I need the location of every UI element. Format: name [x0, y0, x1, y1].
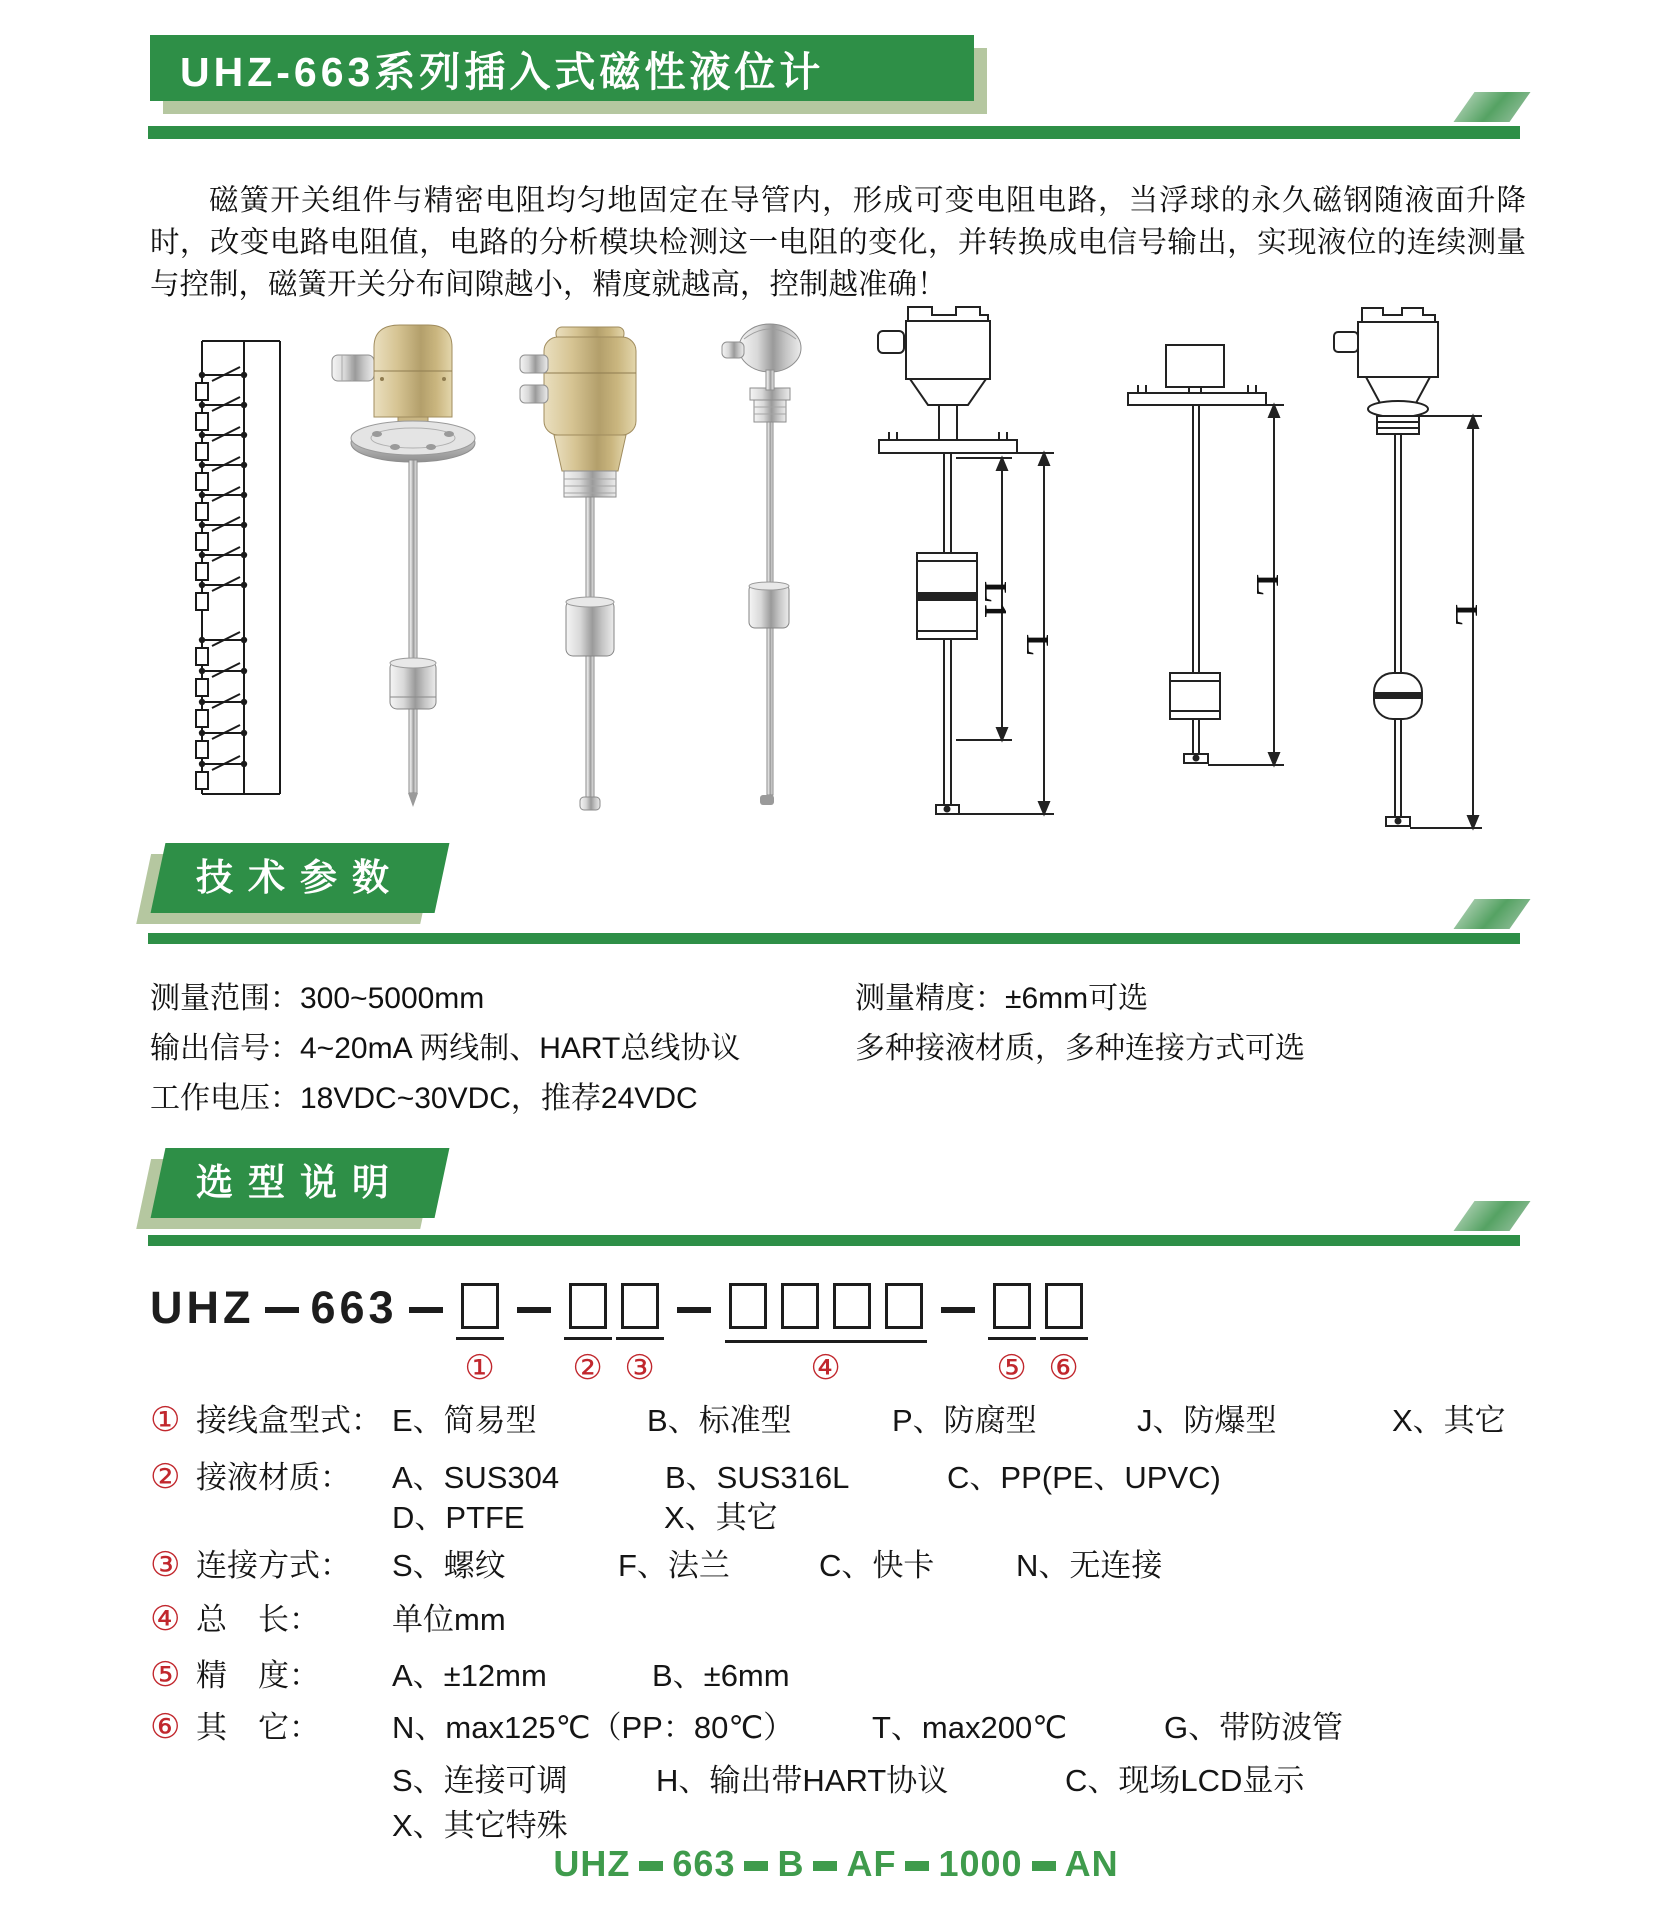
- model-code-builder: [150, 1283, 1090, 1385]
- title-banner: [150, 35, 974, 101]
- section-banner-selection: [151, 1148, 450, 1218]
- figure-photo-thread-type: [520, 327, 636, 810]
- model-example-part: 1000: [938, 1843, 1023, 1884]
- option-line: [150, 1650, 790, 1695]
- option-line: [150, 1800, 568, 1845]
- tech-param: 工作电压：18VDC~30VDC，推荐24VDC: [150, 1082, 698, 1115]
- dash: [639, 1861, 663, 1871]
- section-heading: 选型说明: [196, 1162, 404, 1203]
- tech-params-left-column: [150, 973, 740, 1123]
- option-value: E、简易型: [392, 1403, 537, 1438]
- option-value: 单位mm: [392, 1602, 506, 1637]
- option-number: ②: [150, 1458, 181, 1496]
- option-value: C、PP(PE、UPVC): [947, 1460, 1221, 1495]
- option-number: ⑤: [996, 1349, 1027, 1387]
- option-value: X、其它: [1392, 1403, 1506, 1438]
- option-value: B、SUS316L: [665, 1460, 850, 1495]
- option-line: [150, 1755, 1304, 1800]
- model-series: 663: [310, 1282, 398, 1333]
- option-number: ⑥: [150, 1708, 181, 1746]
- tech-param: 测量范围：300~5000mm: [150, 982, 485, 1015]
- figure-drawing-flange-type: [878, 307, 1056, 814]
- option-value: H、输出带HART协议: [656, 1763, 949, 1798]
- model-example-part: AN: [1064, 1843, 1119, 1884]
- divider-rule: [148, 933, 1520, 944]
- code-box-group-2: [562, 1283, 666, 1385]
- option-label: 精 度：: [196, 1658, 320, 1693]
- tech-params-right-column: [855, 973, 1305, 1073]
- corner-mark-decoration: [1453, 92, 1530, 122]
- figure-photo-thermowell-type: [722, 324, 801, 805]
- tech-param: 多种接液材质，多种连接方式可选: [855, 1032, 1305, 1065]
- model-example-part: UHZ: [553, 1843, 631, 1884]
- dash: [941, 1307, 975, 1313]
- dash: [813, 1861, 837, 1871]
- dash: [265, 1307, 299, 1313]
- corner-mark-decoration: [1453, 899, 1530, 929]
- option-value: J、防爆型: [1137, 1403, 1277, 1438]
- model-example-part: 663: [672, 1843, 736, 1884]
- option-value: X、其它: [664, 1500, 778, 1535]
- dash: [744, 1861, 768, 1871]
- dim-label-l: L: [1250, 574, 1286, 596]
- dim-label-l: L: [1020, 634, 1056, 656]
- section-banner-tech-params: [151, 843, 450, 913]
- option-number: ③: [624, 1349, 655, 1387]
- model-code-box: [993, 1283, 1031, 1329]
- option-value: N、max125℃（PP：80℃）: [392, 1710, 795, 1745]
- option-line: [150, 1540, 1162, 1585]
- option-value: C、现场LCD显示: [1065, 1763, 1305, 1798]
- model-code-box: [569, 1283, 607, 1329]
- option-number: ③: [150, 1546, 181, 1584]
- option-line: [150, 1702, 1343, 1747]
- option-label: 接液材质：: [196, 1460, 351, 1495]
- option-value: A、SUS304: [392, 1460, 560, 1495]
- option-number: ⑤: [150, 1656, 181, 1694]
- figure-circuit-diagram: [196, 341, 280, 794]
- model-code-box: [1045, 1283, 1083, 1329]
- option-value: T、max200℃: [872, 1710, 1068, 1745]
- option-number: ⑥: [1048, 1349, 1079, 1387]
- model-example-part: AF: [846, 1843, 897, 1884]
- option-number: ②: [572, 1349, 603, 1387]
- option-value: B、±6mm: [652, 1658, 790, 1693]
- tech-param: 测量精度：±6mm可选: [855, 982, 1149, 1015]
- model-example-part: B: [777, 1843, 805, 1884]
- code-box-group-1: [454, 1283, 506, 1385]
- dash: [409, 1307, 443, 1313]
- model-code-box: [885, 1283, 923, 1329]
- option-label: 其 它：: [196, 1710, 320, 1745]
- option-value: A、±12mm: [392, 1658, 547, 1693]
- divider-rule: [148, 1235, 1520, 1246]
- intro-paragraph: 磁簧开关组件与精密电阻均匀地固定在导管内，形成可变电阻电路，当浮球的永久磁钢随液面升降时，改变电路电阻值，电路的分析模块检测这一电阻的变化，并转换成电信号输出，实现液位的连续测量与控制，磁簧开关分布间隙越小，精度就越高，控制越准确！: [150, 183, 1526, 301]
- model-example: [150, 1843, 1522, 1885]
- option-label: 接线盒型式：: [196, 1403, 382, 1438]
- model-prefix: UHZ: [150, 1282, 255, 1333]
- divider-rule: [148, 126, 1520, 139]
- option-value: B、标准型: [647, 1403, 792, 1438]
- option-value: C、快卡: [819, 1548, 935, 1583]
- product-figures: [150, 295, 1530, 840]
- option-value: N、无连接: [1016, 1548, 1163, 1583]
- option-value: D、PTFE: [392, 1500, 525, 1535]
- option-number: ①: [150, 1401, 181, 1439]
- dash: [517, 1307, 551, 1313]
- option-number: ④: [810, 1349, 841, 1387]
- options-list: [150, 1395, 1540, 1845]
- dash: [905, 1861, 929, 1871]
- model-code-box: [833, 1283, 871, 1329]
- model-code-box: [621, 1283, 659, 1329]
- tech-param: 输出信号：4~20mA 两线制、HART总线协议: [150, 1032, 741, 1065]
- option-value: X、其它特殊: [392, 1808, 568, 1843]
- option-value: S、螺纹: [392, 1548, 506, 1583]
- code-box-group-3: [722, 1283, 930, 1385]
- dim-label-l1: L1: [978, 581, 1014, 619]
- dim-label-l: L: [1449, 604, 1485, 626]
- model-code-box: [781, 1283, 819, 1329]
- figure-drawing-thread-type: [1334, 308, 1485, 828]
- page-title: UHZ-663系列插入式磁性液位计: [180, 48, 825, 95]
- option-line: [150, 1452, 1221, 1497]
- option-value: S、连接可调: [392, 1763, 568, 1798]
- option-line: [150, 1492, 778, 1537]
- code-box-group-4: [986, 1283, 1090, 1385]
- section-heading: 技术参数: [196, 857, 404, 898]
- dash: [1032, 1861, 1056, 1871]
- figure-drawing-compact-flange-type: [1128, 345, 1286, 765]
- option-label: 总 长：: [196, 1602, 320, 1637]
- model-code-box: [729, 1283, 767, 1329]
- dash: [677, 1307, 711, 1313]
- option-value: G、带防波管: [1164, 1710, 1344, 1745]
- model-code-box: [461, 1283, 499, 1329]
- option-value: F、法兰: [618, 1548, 730, 1583]
- figure-photo-flange-type: [332, 325, 475, 807]
- option-line: [150, 1395, 1506, 1440]
- option-label: 连接方式：: [196, 1548, 351, 1583]
- corner-mark-decoration: [1453, 1201, 1530, 1231]
- option-number: ①: [464, 1349, 495, 1387]
- option-value: P、防腐型: [892, 1403, 1037, 1438]
- option-number: ④: [150, 1600, 181, 1638]
- option-line: [150, 1594, 506, 1639]
